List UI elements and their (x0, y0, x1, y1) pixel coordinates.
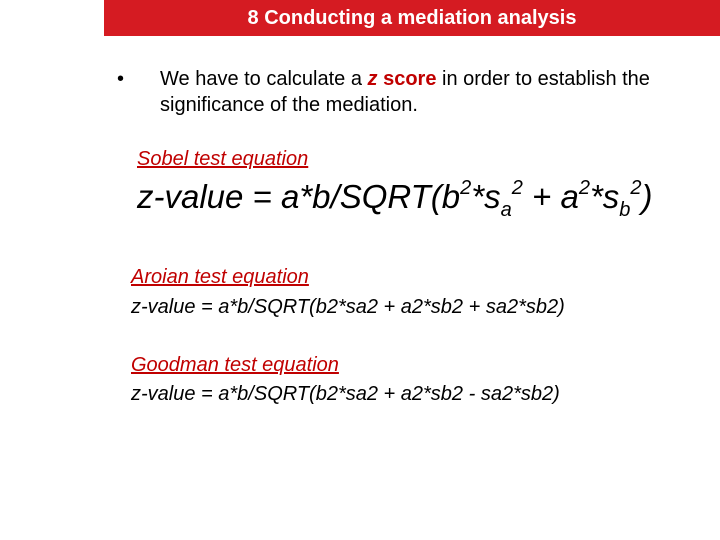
sobel-eq-part4: *s (589, 178, 620, 215)
sobel-sup4: 2 (630, 177, 642, 199)
score-highlight: score (377, 68, 437, 90)
sobel-sup3: 2 (578, 177, 590, 199)
sobel-sub-a: a (500, 199, 512, 221)
sobel-sup1: 2 (460, 177, 472, 199)
sobel-eq-part5: ) (641, 178, 653, 215)
aroian-heading: Aroian test equation (131, 266, 309, 288)
goodman-heading: Goodman test equation (131, 354, 339, 376)
slide-title: 8 Conducting a mediation analysis (247, 7, 577, 29)
aroian-equation: z-value = a*b/SQRT(b2*sa2 + a2*sb2 + sa2*sb2) (131, 296, 565, 318)
bullet-text (160, 66, 700, 118)
goodman-equation: z-value = a*b/SQRT(b2*sa2 + a2*sb2 - sa2*sb2) (131, 383, 560, 405)
sobel-sup2: 2 (511, 177, 523, 199)
z-highlight: z (367, 68, 378, 90)
sobel-eq-part3: + a (522, 178, 579, 215)
title-bar (104, 0, 720, 36)
bullet-text-after: in order to establish the significance of the mediation. (160, 68, 650, 116)
sobel-sub-b: b (619, 199, 631, 221)
bullet-text-before: We have to calculate a (160, 68, 368, 90)
sobel-heading: Sobel test equation (137, 148, 309, 170)
sobel-eq-part2: *s (471, 178, 501, 215)
sobel-eq-part1: z-value = a*b/SQRT(b (137, 178, 461, 215)
sobel-equation (137, 175, 653, 219)
bullet-marker: • (117, 68, 125, 90)
